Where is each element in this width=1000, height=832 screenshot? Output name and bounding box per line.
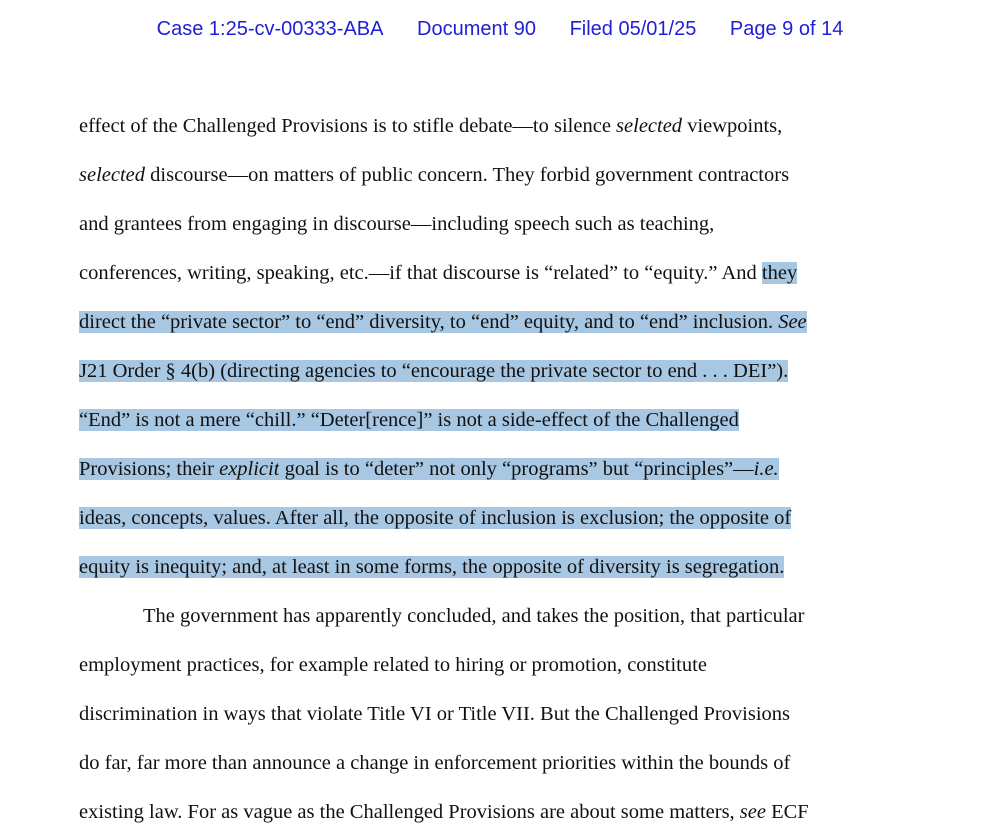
text-line	[79, 402, 939, 451]
text-segment: do far, far more than announce a change in enforcement priorities within the bounds of	[79, 752, 791, 774]
text-segment: employment practices, for example related to hiring or promotion, constitute	[79, 654, 707, 676]
highlighted-text: See	[778, 311, 807, 333]
case-header	[0, 18, 1000, 41]
text-segment: viewpoints,	[682, 115, 783, 137]
text-segment: discourse—on matters of public concern. They forbid government contractors	[145, 164, 790, 186]
text-segment: effect of the Challenged Provisions is to stifle debate—to silence	[79, 115, 617, 137]
highlighted-text: “End” is not a mere “chill.” “Deter[rence]” is not a side-effect of the Challenged	[79, 409, 739, 431]
text-line	[79, 500, 939, 549]
case-number: Case 1:25-cv-00333-ABA	[156, 18, 384, 40]
text-line	[79, 451, 939, 500]
text-line	[79, 304, 939, 353]
highlighted-text: ideas, concepts, values. After all, the opposite of inclusion is exclusion; the opposite of	[79, 507, 792, 529]
text-segment: and grantees from engaging in discourse—including speech such as teaching,	[79, 213, 715, 235]
text-segment: The government has apparently concluded, and takes the position, that particular	[143, 605, 805, 627]
text-line	[79, 598, 939, 647]
text-line	[79, 745, 939, 794]
text-segment: discrimination in ways that violate Title VI or Title VII. But the Challenged Provisions	[79, 703, 791, 725]
text-line	[79, 647, 939, 696]
text-segment: selected	[616, 115, 683, 137]
highlighted-text: direct the “private sector” to “end” diversity, to “end” equity, and to “end” inclusion.	[79, 311, 779, 333]
document-number: Document 90	[417, 18, 536, 40]
text-segment: selected	[79, 164, 146, 186]
text-line	[79, 108, 939, 157]
page-number: Page 9 of 14	[729, 18, 844, 40]
text-line	[79, 549, 939, 598]
body-text	[79, 108, 939, 832]
highlighted-text: they	[761, 262, 798, 284]
highlighted-text: J21 Order § 4(b) (directing agencies to “encourage the private sector to end . . . DEI”).	[79, 360, 789, 382]
highlighted-text: equity is inequity; and, at least in some forms, the opposite of diversity is segregation.	[79, 556, 785, 578]
text-line	[79, 157, 939, 206]
text-line	[79, 696, 939, 745]
text-line	[79, 206, 939, 255]
filed-date: Filed 05/01/25	[569, 18, 697, 40]
text-segment: see	[739, 801, 766, 823]
highlighted-text: i.e.	[753, 458, 779, 480]
text-segment: ECF	[765, 801, 809, 823]
highlighted-text: explicit	[219, 458, 280, 480]
text-segment: conferences, writing, speaking, etc.—if that discourse is “related” to “equity.” And	[79, 262, 762, 284]
text-line	[79, 353, 939, 402]
highlighted-text: goal is to “deter” not only “programs” but “principles”—	[279, 458, 754, 480]
highlighted-text: Provisions; their	[79, 458, 220, 480]
text-line	[79, 794, 939, 832]
text-line	[79, 255, 939, 304]
text-segment: existing law. For as vague as the Challenged Provisions are about some matters,	[79, 801, 740, 823]
